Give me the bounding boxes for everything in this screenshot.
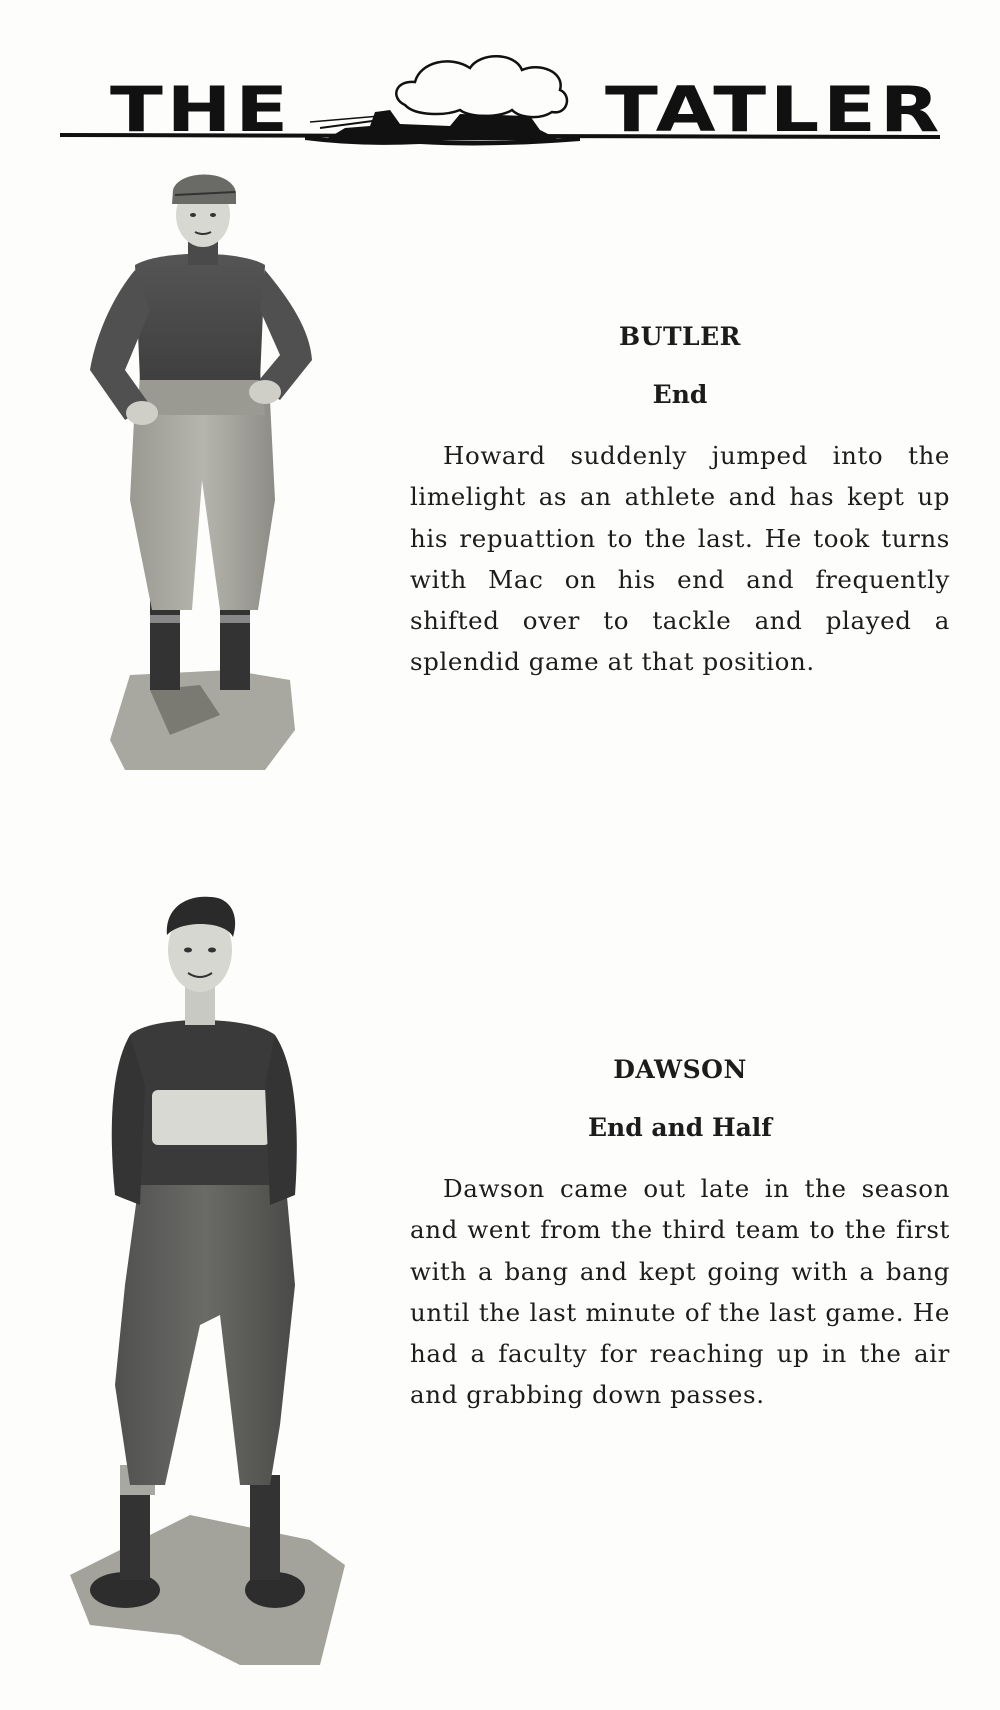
profile-dawson <box>410 1050 950 1416</box>
masthead-title-right: TATLER <box>605 73 944 146</box>
profile-butler <box>410 317 950 683</box>
player-name: BUTLER <box>619 322 741 351</box>
player-photo-butler <box>80 170 365 850</box>
player-description: Dawson came out late in the season and went from the third team to the first with a bang and kept going with a bang until the last minute of the last game. He had a faculty for reaching up in the air and grabbing down passes. <box>410 1174 950 1410</box>
player-position: End and Half <box>587 1113 773 1142</box>
player-description: Howard suddenly jumped into the limelight as an athlete and has kept up his repuattion to the last. He took turns with Mac on his end and frequently shifted over to tackle and played a splendid game at that position. <box>410 441 950 677</box>
player-position: End <box>652 380 708 409</box>
player-name: DAWSON <box>613 1055 747 1084</box>
masthead <box>60 40 944 160</box>
player-photo-dawson <box>70 865 360 1665</box>
masthead-title-left: THE <box>110 73 292 146</box>
